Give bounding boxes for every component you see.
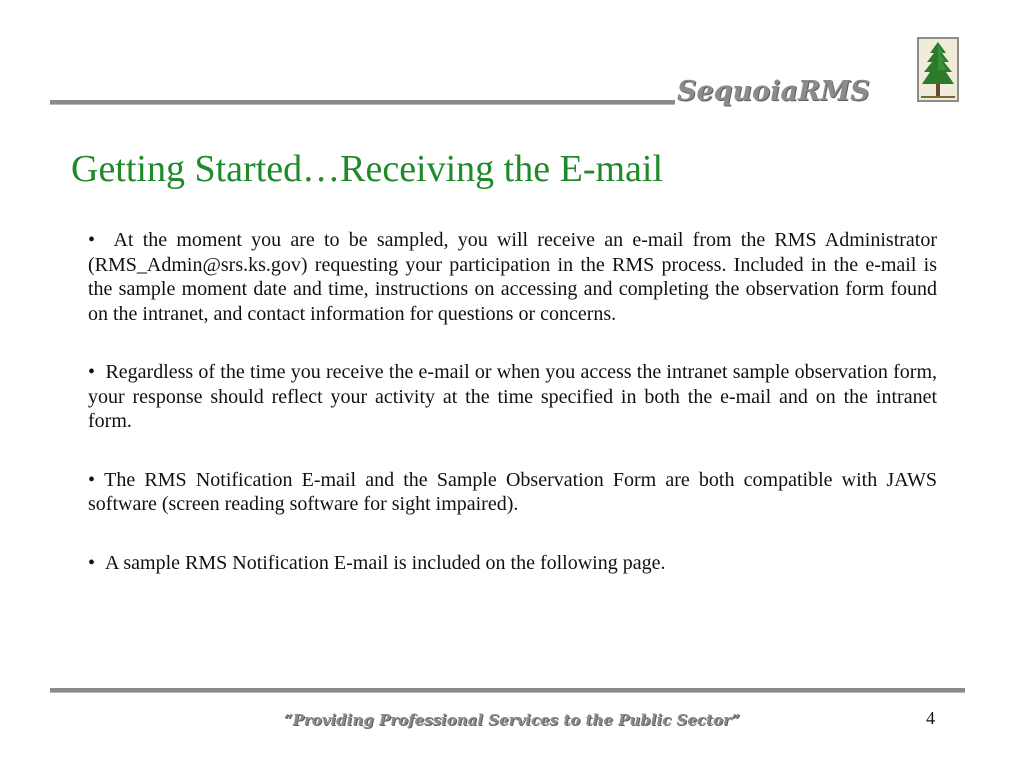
- brand-name: SequoiaRMS: [677, 76, 870, 107]
- bullet-text: Regardless of the time you receive the e-mail or when you access the intranet sample observation form, your response should reflect your activity at the time specified in both the e-mail and on the intranet form.: [88, 361, 937, 432]
- page-number: 4: [926, 708, 935, 728]
- bullet-text: A sample RMS Notification E-mail is included on the following page.: [105, 551, 666, 574]
- sequoia-tree-icon: [917, 37, 959, 102]
- footer-rule: [50, 688, 965, 693]
- bullet-marker: •: [88, 361, 96, 383]
- bullet-paragraph: [88, 360, 937, 434]
- bullet-paragraph: [88, 551, 937, 576]
- bullet-text: At the moment you are to be sampled, you will receive an e-mail from the RMS Administrator (RMS_Admin@srs.ks.gov) requesting your participation in the RMS process. Included in the e-mail is the sample moment date and time, instructions on accessing and completing the observation form found on the intranet, and contact information for questions or concerns.: [88, 229, 938, 325]
- bullet-marker: •: [88, 229, 96, 251]
- header-rule: [50, 100, 675, 105]
- bullet-paragraph: [88, 228, 937, 326]
- bullet-marker: •: [88, 468, 96, 491]
- footer-tagline: “Providing Professional Services to the Public Sector”: [283, 711, 741, 729]
- bullet-marker: •: [88, 551, 96, 574]
- slide-title: Getting Started…Receiving the E-mail: [71, 148, 664, 190]
- bullet-text: The RMS Notification E-mail and the Sample Observation Form are both compatible with JAWS software (screen reading software for sight impaired).: [88, 468, 937, 515]
- bullet-paragraph: [88, 468, 937, 517]
- slide-body: [88, 228, 937, 575]
